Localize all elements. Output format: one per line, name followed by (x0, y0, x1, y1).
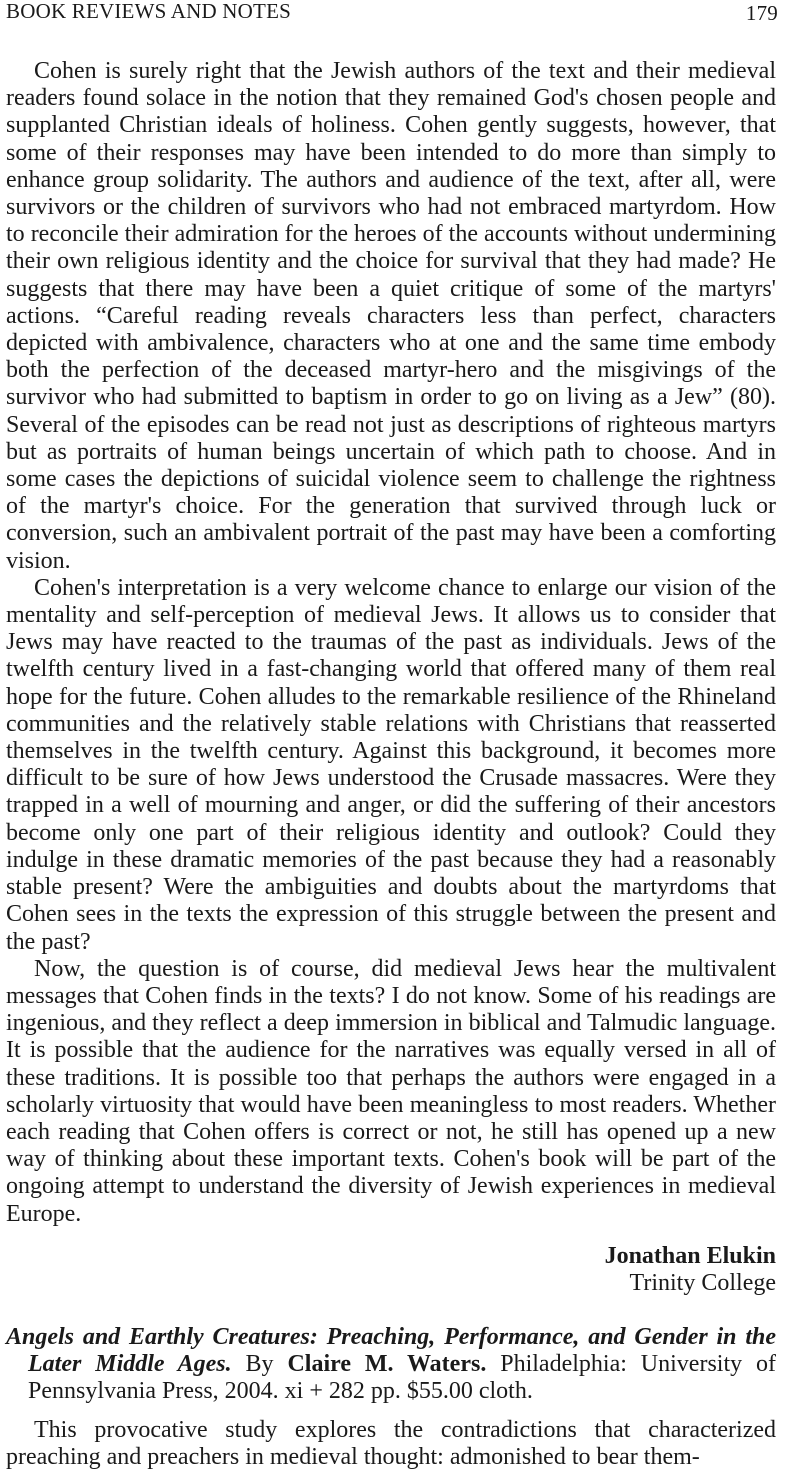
page-number: 179 (745, 1, 778, 25)
publication-details: Philadelphia: University of Pennsylvania Press, 2004. xi + 282 pp. $55.00 cloth. (28, 1350, 777, 1404)
next-review-citation (6, 1324, 776, 1405)
by-label: By (245, 1350, 274, 1377)
book-author: Claire M. Waters. (287, 1350, 487, 1377)
running-header (6, 0, 778, 28)
reviewer-signature (6, 1243, 776, 1297)
paragraph-3: Now, the question is of course, did medieval Jews hear the multivalent messages that Cohen finds in the texts? I do not know. Some of his readings are ingenious, and they reflect a deep immersion in biblical and Talmudic language. It is possible that the audience for the narratives was equally versed in all of these traditions. It is possible too that perhaps the authors were engaged in a scholarly virtuosity that would have been meaningless to most readers. Whether each reading that Cohen offers is correct or not, he still has opened up a new way of thinking about these important texts. Cohen's book will be part of the ongoing attempt to understand the diversity of Jewish experiences in medieval Europe. (6, 955, 776, 1227)
book-title: Angels and Earthly Creatures: Preaching, Performance, and Gender in the Later Middle Ages. (6, 1323, 776, 1377)
review-body (6, 58, 776, 1471)
paragraph-2: Cohen's interpretation is a very welcome chance to enlarge our vision of the mentality and self-perception of medieval Jews. It allows us to consider that Jews may have reacted to the traumas of the past as individuals. Jews of the twelfth century lived in a fast-changing world that offered many of them real hope for the future. Cohen alludes to the remarkable resilience of the Rhineland communities and the relatively stable relations with Christians that reasserted themselves in the twelfth century. Against this background, it becomes more difficult to be sure of how Jews understood the Crusade massacres. Were they trapped in a well of mourning and anger, or did the suffering of their ancestors become only one part of their religious identity and outlook? Could they indulge in these dramatic memories of the past because they had a reasonably stable present? Were the ambiguities and doubts about the martyrdoms that Cohen sees in the texts the expression of this struggle between the present and the past? (6, 574, 776, 955)
section-title: BOOK REVIEWS AND NOTES (6, 0, 291, 23)
next-review-opening: This provocative study explores the contradictions that characterized preaching and preachers in medieval thought: admonished to bear them- (6, 1416, 776, 1470)
reviewer-affiliation: Trinity College (629, 1269, 776, 1296)
paragraph-1: Cohen is surely right that the Jewish authors of the text and their medieval readers found solace in the notion that they remained God's chosen people and supplanted Christian ideals of holiness. Cohen gently suggests, however, that some of their responses may have been intended to do more than simply to enhance group solidarity. The authors and audience of the text, after all, were survivors or the children of survivors who had not embraced martyrdom. How to reconcile their admiration for the heroes of the accounts without undermining their own religious identity and the choice for survival that they had made? He suggests that there may have been a quiet critique of some of the martyrs' actions. “Careful reading reveals characters less than perfect, characters depicted with ambivalence, characters who at one and the same time embody both the perfection of the deceased martyr-hero and the misgivings of the survivor who had submitted to baptism in order to go on living as a Jew” (80). Several of the episodes can be read not just as descriptions of righteous martyrs but as portraits of human beings uncertain of which path to choose. And in some cases the depictions of suicidal violence seem to challenge the rightness of the martyr's choice. For the generation that survived through luck or conversion, such an ambivalent portrait of the past may have been a comforting vision. (6, 58, 776, 574)
reviewer-name: Jonathan Elukin (604, 1242, 776, 1269)
